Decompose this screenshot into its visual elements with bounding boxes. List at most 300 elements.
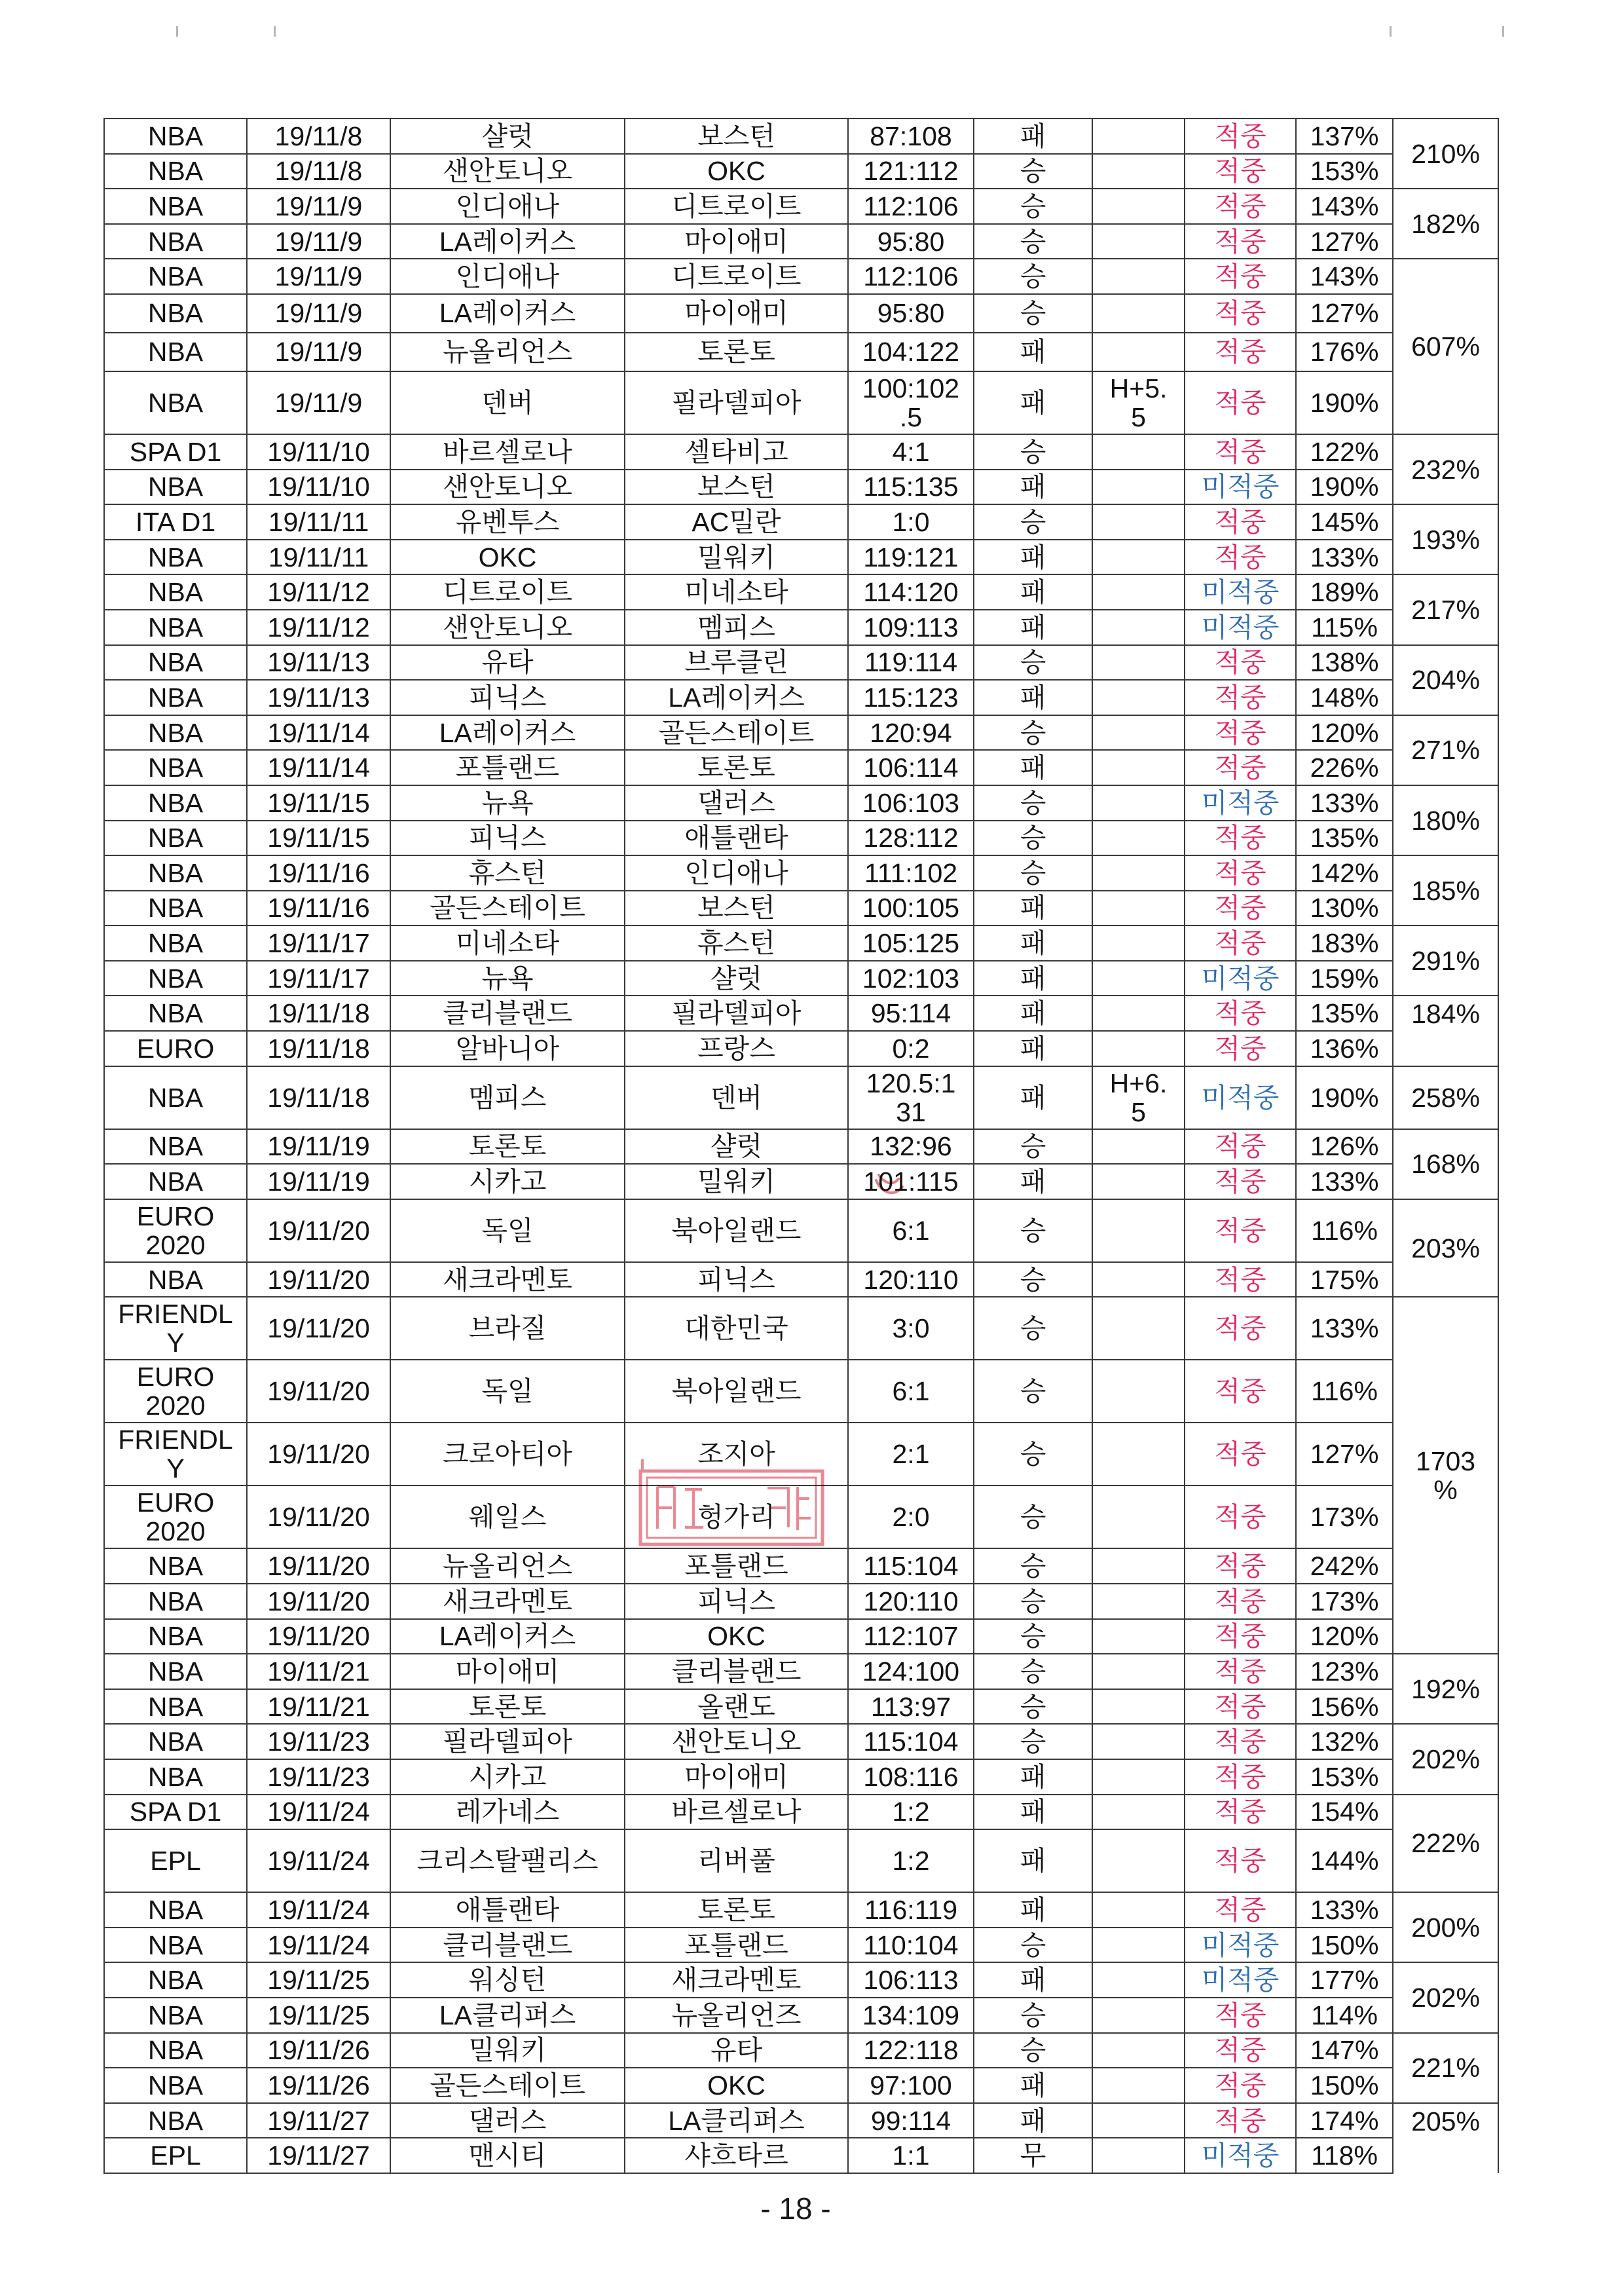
ink-mark bbox=[872, 1167, 906, 1201]
bet-row bbox=[104, 1795, 1498, 1830]
handicap-cell bbox=[1092, 1795, 1185, 1830]
handicap-cell bbox=[1092, 715, 1185, 751]
home-team-cell: 알바니아 bbox=[390, 1031, 625, 1066]
away-team-cell: OKC bbox=[625, 2068, 848, 2103]
home-team-cell: LA레이커스 bbox=[390, 224, 625, 259]
date-cell: 19/11/24 bbox=[247, 1795, 390, 1830]
date-cell: 19/11/24 bbox=[247, 1829, 390, 1892]
result-cell: 패 bbox=[974, 540, 1092, 575]
status-cell: 미적중 bbox=[1185, 574, 1296, 610]
bet-row bbox=[104, 504, 1498, 540]
away-team-cell: 보스턴 bbox=[625, 470, 848, 505]
result-cell: 패 bbox=[974, 996, 1092, 1031]
date-cell: 19/11/27 bbox=[247, 2138, 390, 2173]
result-cell: 패 bbox=[974, 1795, 1092, 1830]
odds-cell: 159% bbox=[1296, 961, 1393, 996]
handicap-cell bbox=[1092, 750, 1185, 785]
status-cell: 적중 bbox=[1185, 1129, 1296, 1165]
league-cell: EURO 2020 bbox=[104, 1199, 247, 1262]
away-team-cell: 마이애미 bbox=[625, 1759, 848, 1795]
odds-cell: 148% bbox=[1296, 680, 1393, 715]
home-team-cell: 골든스테이트 bbox=[390, 2068, 625, 2103]
league-cell: NBA bbox=[104, 610, 247, 645]
away-team-cell: 디트로이트 bbox=[625, 189, 848, 224]
date-cell: 19/11/19 bbox=[247, 1129, 390, 1165]
date-cell: 19/11/11 bbox=[247, 540, 390, 575]
odds-cell: 147% bbox=[1296, 2033, 1393, 2068]
status-cell: 적중 bbox=[1185, 891, 1296, 926]
date-cell: 19/11/15 bbox=[247, 785, 390, 821]
league-cell: NBA bbox=[104, 224, 247, 259]
date-cell: 19/11/9 bbox=[247, 259, 390, 294]
home-team-cell: 마이애미 bbox=[390, 1654, 625, 1689]
status-cell: 적중 bbox=[1185, 1164, 1296, 1199]
score-cell: 99:114 bbox=[848, 2103, 974, 2138]
bet-row bbox=[104, 1998, 1498, 2033]
odds-cell: 115% bbox=[1296, 610, 1393, 645]
bet-row bbox=[104, 2138, 1498, 2173]
combined-return-cell: 184% bbox=[1393, 996, 1498, 1066]
date-cell: 19/11/20 bbox=[247, 1199, 390, 1262]
result-cell: 승 bbox=[974, 1724, 1092, 1759]
league-cell: EPL bbox=[104, 1829, 247, 1892]
handicap-cell bbox=[1092, 333, 1185, 371]
league-cell: NBA bbox=[104, 996, 247, 1031]
bet-row bbox=[104, 434, 1498, 470]
score-cell: 6:1 bbox=[848, 1199, 974, 1262]
score-cell: 115:104 bbox=[848, 1724, 974, 1759]
status-cell: 적중 bbox=[1185, 119, 1296, 154]
handicap-cell bbox=[1092, 891, 1185, 926]
score-cell: 119:114 bbox=[848, 645, 974, 681]
date-cell: 19/11/8 bbox=[247, 119, 390, 154]
score-cell: 3:0 bbox=[848, 1297, 974, 1360]
date-cell: 19/11/23 bbox=[247, 1724, 390, 1759]
home-team-cell: 뉴욕 bbox=[390, 961, 625, 996]
result-cell: 승 bbox=[974, 645, 1092, 681]
home-team-cell: 휴스턴 bbox=[390, 855, 625, 891]
date-cell: 19/11/13 bbox=[247, 680, 390, 715]
home-team-cell: 유타 bbox=[390, 645, 625, 681]
bet-row bbox=[104, 1360, 1498, 1423]
score-cell: 1:2 bbox=[848, 1829, 974, 1892]
status-cell: 적중 bbox=[1185, 821, 1296, 856]
handicap-cell bbox=[1092, 2033, 1185, 2068]
away-team-cell: 디트로이트 bbox=[625, 259, 848, 294]
bet-row bbox=[104, 1031, 1498, 1066]
result-cell: 패 bbox=[974, 470, 1092, 505]
scan-mark bbox=[1390, 26, 1392, 37]
handicap-cell bbox=[1092, 2138, 1185, 2173]
handicap-cell bbox=[1092, 1654, 1185, 1689]
status-cell: 적중 bbox=[1185, 1548, 1296, 1584]
page-number: - 18 - bbox=[760, 2192, 831, 2226]
status-cell: 적중 bbox=[1185, 1262, 1296, 1297]
date-cell: 19/11/16 bbox=[247, 855, 390, 891]
status-cell: 적중 bbox=[1185, 1892, 1296, 1928]
bet-row bbox=[104, 1297, 1498, 1360]
date-cell: 19/11/19 bbox=[247, 1164, 390, 1199]
home-team-cell: 뉴올리언스 bbox=[390, 1548, 625, 1584]
handicap-cell bbox=[1092, 1360, 1185, 1423]
score-cell: 95:114 bbox=[848, 996, 974, 1031]
bet-row bbox=[104, 1928, 1498, 1963]
status-cell: 적중 bbox=[1185, 1619, 1296, 1654]
status-cell: 적중 bbox=[1185, 2103, 1296, 2138]
date-cell: 19/11/24 bbox=[247, 1892, 390, 1928]
odds-cell: 132% bbox=[1296, 1724, 1393, 1759]
result-cell: 패 bbox=[974, 750, 1092, 785]
odds-cell: 190% bbox=[1296, 371, 1393, 434]
status-cell: 적중 bbox=[1185, 504, 1296, 540]
handicap-cell bbox=[1092, 154, 1185, 189]
bet-row bbox=[104, 1584, 1498, 1619]
bet-row bbox=[104, 1689, 1498, 1725]
result-cell: 패 bbox=[974, 2103, 1092, 2138]
handicap-cell bbox=[1092, 1759, 1185, 1795]
league-cell: NBA bbox=[104, 680, 247, 715]
away-team-cell: 프랑스 bbox=[625, 1031, 848, 1066]
result-cell: 패 bbox=[974, 680, 1092, 715]
combined-return-cell: 258% bbox=[1393, 1066, 1498, 1129]
league-cell: NBA bbox=[104, 540, 247, 575]
odds-cell: 120% bbox=[1296, 715, 1393, 751]
odds-cell: 135% bbox=[1296, 996, 1393, 1031]
combined-return-cell: 203% bbox=[1393, 1199, 1498, 1297]
home-team-cell: 크로아티아 bbox=[390, 1423, 625, 1485]
away-team-cell: 덴버 bbox=[625, 1066, 848, 1129]
home-team-cell: 클리블랜드 bbox=[390, 1928, 625, 1963]
result-cell: 승 bbox=[974, 189, 1092, 224]
home-team-cell: 댈러스 bbox=[390, 2103, 625, 2138]
handicap-cell bbox=[1092, 1724, 1185, 1759]
home-team-cell: 워싱턴 bbox=[390, 1962, 625, 1998]
result-cell: 승 bbox=[974, 1262, 1092, 1297]
handicap-cell bbox=[1092, 680, 1185, 715]
handicap-cell bbox=[1092, 294, 1185, 333]
league-cell: NBA bbox=[104, 1998, 247, 2033]
combined-return-cell: 202% bbox=[1393, 1724, 1498, 1794]
score-cell: 124:100 bbox=[848, 1654, 974, 1689]
bet-row bbox=[104, 1129, 1498, 1165]
home-team-cell: 포틀랜드 bbox=[390, 750, 625, 785]
score-cell: 132:96 bbox=[848, 1129, 974, 1165]
bet-row bbox=[104, 1262, 1498, 1297]
bet-row bbox=[104, 821, 1498, 856]
score-cell: 4:1 bbox=[848, 434, 974, 470]
handicap-cell bbox=[1092, 1928, 1185, 1963]
home-team-cell: 웨일스 bbox=[390, 1485, 625, 1548]
away-team-cell: 샬럿 bbox=[625, 961, 848, 996]
date-cell: 19/11/10 bbox=[247, 470, 390, 505]
score-cell: 101:115 bbox=[848, 1164, 974, 1199]
odds-cell: 116% bbox=[1296, 1199, 1393, 1262]
date-cell: 19/11/14 bbox=[247, 715, 390, 751]
odds-cell: 133% bbox=[1296, 1297, 1393, 1360]
league-cell: NBA bbox=[104, 821, 247, 856]
handicap-cell bbox=[1092, 1998, 1185, 2033]
home-team-cell: 클리블랜드 bbox=[390, 996, 625, 1031]
score-cell: 128:112 bbox=[848, 821, 974, 856]
league-cell: NBA bbox=[104, 333, 247, 371]
away-team-cell: 클리블랜드 bbox=[625, 1654, 848, 1689]
score-cell: 106:113 bbox=[848, 1962, 974, 1998]
home-team-cell: 뉴올리언스 bbox=[390, 333, 625, 371]
bet-row bbox=[104, 574, 1498, 610]
home-team-cell: 샌안토니오 bbox=[390, 610, 625, 645]
score-cell: 119:121 bbox=[848, 540, 974, 575]
odds-cell: 142% bbox=[1296, 855, 1393, 891]
odds-cell: 189% bbox=[1296, 574, 1393, 610]
status-cell: 적중 bbox=[1185, 1654, 1296, 1689]
status-cell: 적중 bbox=[1185, 715, 1296, 751]
away-team-cell: 골든스테이트 bbox=[625, 715, 848, 751]
status-cell: 적중 bbox=[1185, 259, 1296, 294]
odds-cell: 242% bbox=[1296, 1548, 1393, 1584]
date-cell: 19/11/25 bbox=[247, 1998, 390, 2033]
bet-row bbox=[104, 715, 1498, 751]
handicap-cell bbox=[1092, 1584, 1185, 1619]
score-cell: 116:119 bbox=[848, 1892, 974, 1928]
result-cell: 무 bbox=[974, 2138, 1092, 2173]
date-cell: 19/11/24 bbox=[247, 1928, 390, 1963]
handicap-cell bbox=[1092, 925, 1185, 961]
home-team-cell: 피닉스 bbox=[390, 821, 625, 856]
score-cell: 97:100 bbox=[848, 2068, 974, 2103]
away-team-cell: 피닉스 bbox=[625, 1262, 848, 1297]
away-team-cell: 애틀랜타 bbox=[625, 821, 848, 856]
league-cell: NBA bbox=[104, 785, 247, 821]
result-cell: 승 bbox=[974, 1689, 1092, 1725]
away-team-cell: 포틀랜드 bbox=[625, 1548, 848, 1584]
combined-return-cell: 271% bbox=[1393, 715, 1498, 785]
date-cell: 19/11/20 bbox=[247, 1548, 390, 1584]
date-cell: 19/11/12 bbox=[247, 610, 390, 645]
combined-return-cell: 291% bbox=[1393, 925, 1498, 996]
result-cell: 승 bbox=[974, 1297, 1092, 1360]
league-cell: NBA bbox=[104, 855, 247, 891]
status-cell: 미적중 bbox=[1185, 610, 1296, 645]
away-team-cell: 마이애미 bbox=[625, 294, 848, 333]
combined-return-cell: 168% bbox=[1393, 1129, 1498, 1199]
home-team-cell: 필라델피아 bbox=[390, 1724, 625, 1759]
odds-cell: 153% bbox=[1296, 1759, 1393, 1795]
handicap-cell bbox=[1092, 1129, 1185, 1165]
bet-row bbox=[104, 925, 1498, 961]
league-cell: NBA bbox=[104, 574, 247, 610]
date-cell: 19/11/16 bbox=[247, 891, 390, 926]
result-cell: 승 bbox=[974, 434, 1092, 470]
date-cell: 19/11/20 bbox=[247, 1423, 390, 1485]
score-cell: 104:122 bbox=[848, 333, 974, 371]
combined-return-cell: 200% bbox=[1393, 1892, 1498, 1962]
league-cell: NBA bbox=[104, 294, 247, 333]
date-cell: 19/11/9 bbox=[247, 189, 390, 224]
bet-row bbox=[104, 1829, 1498, 1892]
result-cell: 승 bbox=[974, 785, 1092, 821]
bet-row bbox=[104, 645, 1498, 681]
score-cell: 112:106 bbox=[848, 189, 974, 224]
away-team-cell: 댈러스 bbox=[625, 785, 848, 821]
result-cell: 승 bbox=[974, 1199, 1092, 1262]
handicap-cell bbox=[1092, 434, 1185, 470]
bet-row bbox=[104, 891, 1498, 926]
odds-cell: 127% bbox=[1296, 1423, 1393, 1485]
handicap-cell bbox=[1092, 1619, 1185, 1654]
date-cell: 19/11/9 bbox=[247, 371, 390, 434]
odds-cell: 143% bbox=[1296, 189, 1393, 224]
result-cell: 패 bbox=[974, 961, 1092, 996]
league-cell: NBA bbox=[104, 1584, 247, 1619]
odds-cell: 135% bbox=[1296, 821, 1393, 856]
odds-cell: 183% bbox=[1296, 925, 1393, 961]
home-team-cell: 새크라멘토 bbox=[390, 1584, 625, 1619]
handicap-cell bbox=[1092, 1199, 1185, 1262]
handicap-cell bbox=[1092, 996, 1185, 1031]
away-team-cell: 조지아 bbox=[625, 1423, 848, 1485]
status-cell: 적중 bbox=[1185, 1360, 1296, 1423]
score-cell: 114:120 bbox=[848, 574, 974, 610]
odds-cell: 173% bbox=[1296, 1584, 1393, 1619]
result-cell: 승 bbox=[974, 1548, 1092, 1584]
status-cell: 적중 bbox=[1185, 2033, 1296, 2068]
away-team-cell: 헝가리 bbox=[625, 1485, 848, 1548]
handicap-cell bbox=[1092, 259, 1185, 294]
score-cell: 115:135 bbox=[848, 470, 974, 505]
away-team-cell: OKC bbox=[625, 1619, 848, 1654]
league-cell: NBA bbox=[104, 1262, 247, 1297]
away-team-cell: 브루클린 bbox=[625, 645, 848, 681]
result-cell: 패 bbox=[974, 1031, 1092, 1066]
odds-cell: 118% bbox=[1296, 2138, 1393, 2173]
odds-cell: 226% bbox=[1296, 750, 1393, 785]
bet-row bbox=[104, 680, 1498, 715]
status-cell: 적중 bbox=[1185, 645, 1296, 681]
handicap-cell bbox=[1092, 855, 1185, 891]
handicap-cell bbox=[1092, 961, 1185, 996]
handicap-cell bbox=[1092, 119, 1185, 154]
away-team-cell: 피닉스 bbox=[625, 1584, 848, 1619]
away-team-cell: 바르셀로나 bbox=[625, 1795, 848, 1830]
result-cell: 승 bbox=[974, 1129, 1092, 1165]
result-cell: 승 bbox=[974, 1423, 1092, 1485]
league-cell: NBA bbox=[104, 961, 247, 996]
handicap-cell bbox=[1092, 1423, 1185, 1485]
score-cell: 1:0 bbox=[848, 504, 974, 540]
league-cell: NBA bbox=[104, 1654, 247, 1689]
away-team-cell: 리버풀 bbox=[625, 1829, 848, 1892]
combined-return-cell: 607% bbox=[1393, 259, 1498, 434]
league-cell: NBA bbox=[104, 2068, 247, 2103]
score-cell: 2:0 bbox=[848, 1485, 974, 1548]
combined-return-cell: 204% bbox=[1393, 645, 1498, 715]
home-team-cell: 골든스테이트 bbox=[390, 891, 625, 926]
score-cell: 110:104 bbox=[848, 1928, 974, 1963]
away-team-cell: 북아일랜드 bbox=[625, 1360, 848, 1423]
handicap-cell bbox=[1092, 821, 1185, 856]
status-cell: 미적중 bbox=[1185, 1928, 1296, 1963]
away-team-cell: 포틀랜드 bbox=[625, 1928, 848, 1963]
home-team-cell: 시카고 bbox=[390, 1759, 625, 1795]
league-cell: NBA bbox=[104, 2103, 247, 2138]
home-team-cell: 샌안토니오 bbox=[390, 154, 625, 189]
result-cell: 패 bbox=[974, 891, 1092, 926]
handicap-cell bbox=[1092, 540, 1185, 575]
score-cell: 122:118 bbox=[848, 2033, 974, 2068]
handicap-cell bbox=[1092, 1297, 1185, 1360]
odds-cell: 153% bbox=[1296, 154, 1393, 189]
status-cell: 적중 bbox=[1185, 1297, 1296, 1360]
handicap-cell bbox=[1092, 504, 1185, 540]
handicap-cell bbox=[1092, 1689, 1185, 1725]
league-cell: NBA bbox=[104, 1724, 247, 1759]
league-cell: NBA bbox=[104, 1892, 247, 1928]
away-team-cell: 마이애미 bbox=[625, 224, 848, 259]
combined-return-cell: 182% bbox=[1393, 189, 1498, 259]
bet-row bbox=[104, 750, 1498, 785]
date-cell: 19/11/18 bbox=[247, 996, 390, 1031]
league-cell: NBA bbox=[104, 925, 247, 961]
home-team-cell: OKC bbox=[390, 540, 625, 575]
home-team-cell: 인디애나 bbox=[390, 189, 625, 224]
bet-row bbox=[104, 1962, 1498, 1998]
away-team-cell: 보스턴 bbox=[625, 891, 848, 926]
handicap-cell bbox=[1092, 1262, 1185, 1297]
status-cell: 미적중 bbox=[1185, 1066, 1296, 1129]
home-team-cell: 시카고 bbox=[390, 1164, 625, 1199]
league-cell: NBA bbox=[104, 1129, 247, 1165]
league-cell: NBA bbox=[104, 1164, 247, 1199]
home-team-cell: 덴버 bbox=[390, 371, 625, 434]
combined-return-cell: 193% bbox=[1393, 504, 1498, 574]
league-cell: EPL bbox=[104, 2138, 247, 2173]
date-cell: 19/11/8 bbox=[247, 154, 390, 189]
score-cell: 100:105 bbox=[848, 891, 974, 926]
league-cell: EURO 2020 bbox=[104, 1360, 247, 1423]
odds-cell: 126% bbox=[1296, 1129, 1393, 1165]
date-cell: 19/11/9 bbox=[247, 294, 390, 333]
league-cell: NBA bbox=[104, 1759, 247, 1795]
league-cell: NBA bbox=[104, 891, 247, 926]
home-team-cell: 독일 bbox=[390, 1360, 625, 1423]
home-team-cell: 멤피스 bbox=[390, 1066, 625, 1129]
score-cell: 102:103 bbox=[848, 961, 974, 996]
odds-cell: 130% bbox=[1296, 891, 1393, 926]
date-cell: 19/11/9 bbox=[247, 333, 390, 371]
odds-cell: 137% bbox=[1296, 119, 1393, 154]
date-cell: 19/11/15 bbox=[247, 821, 390, 856]
status-cell: 적중 bbox=[1185, 925, 1296, 961]
odds-cell: 114% bbox=[1296, 1998, 1393, 2033]
bet-row bbox=[104, 2033, 1498, 2068]
bet-row bbox=[104, 1066, 1498, 1129]
handicap-cell bbox=[1092, 1031, 1185, 1066]
away-team-cell: 미네소타 bbox=[625, 574, 848, 610]
status-cell: 적중 bbox=[1185, 1998, 1296, 2033]
home-team-cell: 디트로이트 bbox=[390, 574, 625, 610]
away-team-cell: 올랜도 bbox=[625, 1689, 848, 1725]
league-cell: NBA bbox=[104, 1689, 247, 1725]
combined-return-cell: 185% bbox=[1393, 855, 1498, 925]
date-cell: 19/11/20 bbox=[247, 1297, 390, 1360]
odds-cell: 127% bbox=[1296, 224, 1393, 259]
bet-row bbox=[104, 294, 1498, 333]
odds-cell: 150% bbox=[1296, 1928, 1393, 1963]
score-cell: 0:2 bbox=[848, 1031, 974, 1066]
handicap-cell bbox=[1092, 785, 1185, 821]
away-team-cell: 멤피스 bbox=[625, 610, 848, 645]
away-team-cell: 인디애나 bbox=[625, 855, 848, 891]
